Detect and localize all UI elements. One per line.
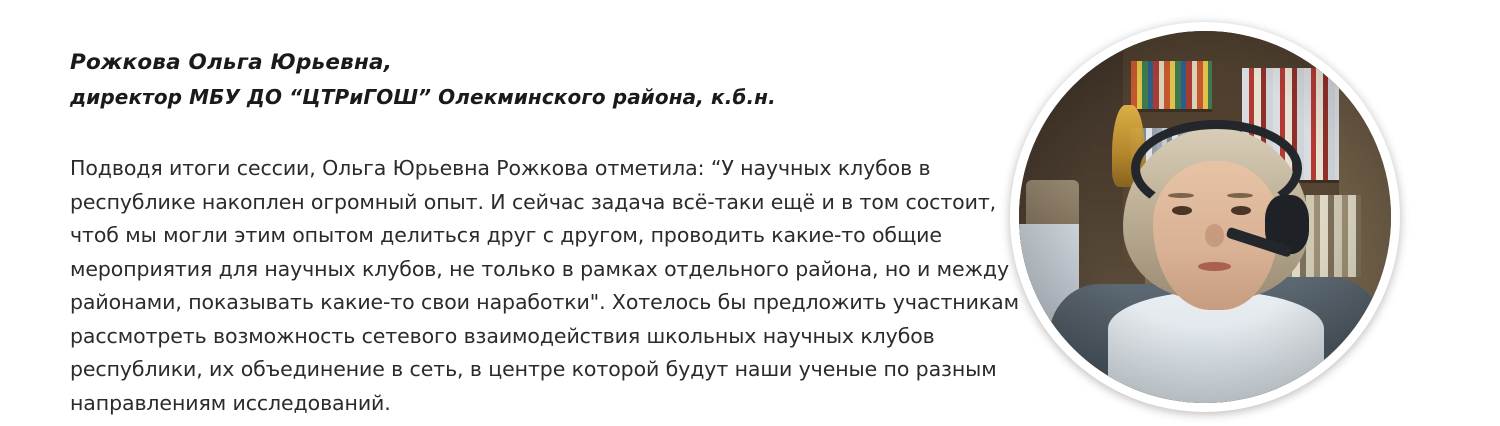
portrait-container <box>1010 22 1400 412</box>
speaker-name: Рожкова Ольга Юрьевна, <box>70 50 393 75</box>
portrait-photo <box>1019 31 1391 403</box>
speaker-title: директор МБУ ДО “ЦТРиГОШ” Олекминского района, к.б.н. <box>70 85 776 109</box>
speaker-text-block <box>70 46 1030 420</box>
quote-body-text: Подводя итоги сессии, Ольга Юрьевна Рожкова отметила: “У научных клубов в республике накоплен огромный опыт. И сейчас задача всё-таки ещё и в том состоит, чтоб мы могли этим опытом делиться друг с другом, проводить какие-то общие мероприятия для научных клубов, не только в рамках отдельного района, но и между районами, показывать какие-то свои наработки". Хотелось бы предложить участникам рассмотреть возможность сетевого взаимодействия школьных научных клубов республики, их объединение в сеть, в центре которой будут наши ученые по разным направлениям исследований. <box>70 156 1019 415</box>
webcam-still-image <box>1019 31 1391 403</box>
photo-vignette <box>1019 31 1391 403</box>
